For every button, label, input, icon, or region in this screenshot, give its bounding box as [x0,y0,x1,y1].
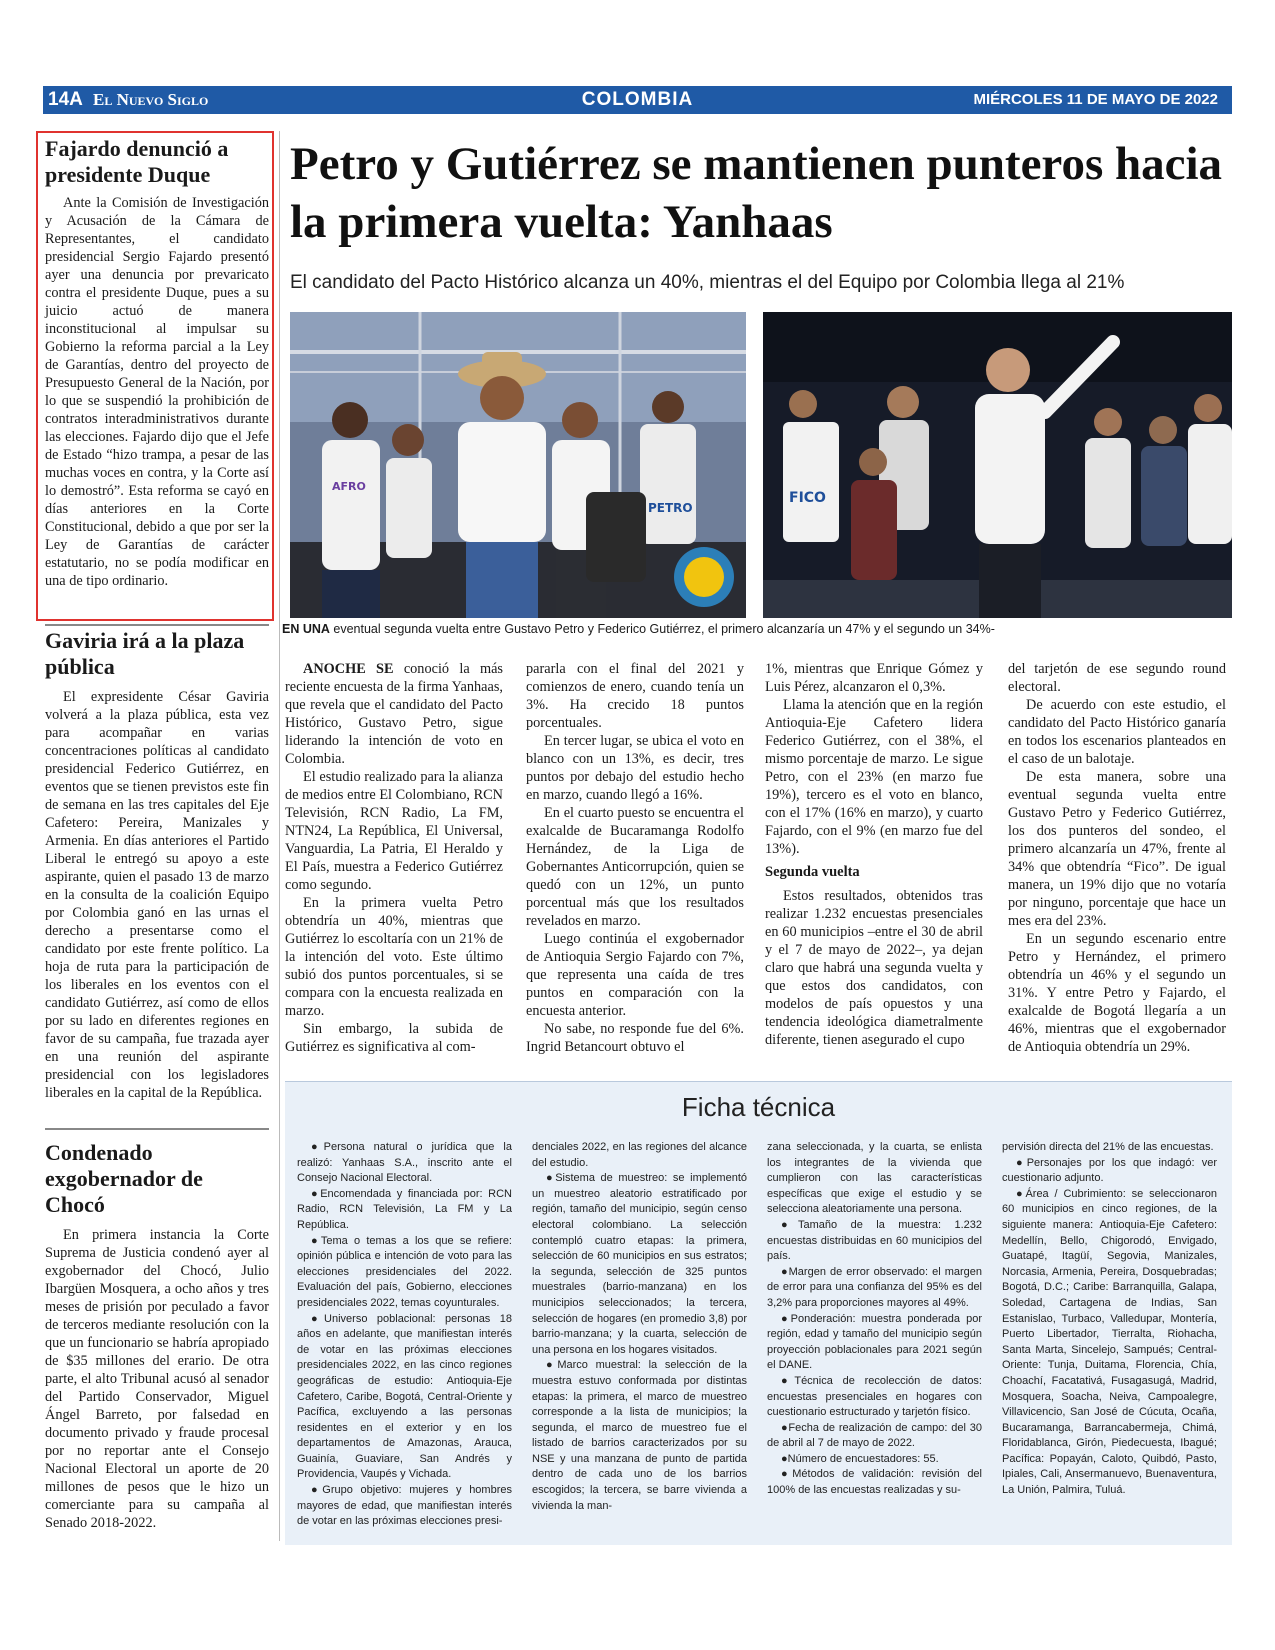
brief-gaviria [45,628,269,1102]
divider [45,1128,269,1130]
section-header-bar [43,86,1232,114]
photo-gutierrez-illustration [763,312,1232,618]
body-paragraph: pararla con el final del 2021 y comienzos de enero, cuando tenía un 3%. Ha crecido 18 puntos porcentuales. [526,661,744,731]
body-paragraph: del tarjetón de ese segundo round electoral. [1008,661,1226,695]
brief-choco [45,1140,269,1532]
ficha-title: Ficha técnica [681,1092,836,1122]
body-text: conoció la más reciente encuesta de la firma Yanhaas, que revela que el candidato del Pacto Histórico, Gustavo Petro, sigue liderando la intención de voto en Colombia. [285,661,503,767]
body-paragraph: En el cuarto puesto se encuentra el exalcalde de Bucaramanga Rodolfo Hernández, de la Liga de Gobernantes Anticorrupción, quien se quedó con un 12%, un punto porcentual más que los resultados revelados en marzo. [526,805,744,929]
main-headline: Petro y Gutiérrez se mantienen punteros hacia la primera vuelta: Yanhaas [290,138,1223,248]
body-paragraph: El estudio realizado para la alianza de medios entre El Colombiano, RCN Televisión, RCN Radio, La FM, NTN24, La República, El Universal, Vanguardia, La Patria, El Heraldo y El País, muestra a Federico Gutiérrez como segundo. [285,769,503,893]
subheadline: El candidato del Pacto Histórico alcanza un 40%, mientras el del Equipo por Colombia llega al 21% [290,272,1125,293]
ficha-column-2 [532,1140,747,1514]
brief-title: Gaviria irá a la plaza pública [45,628,245,679]
subheading: Segunda vuelta [765,864,860,880]
ficha-tecnica-box [285,1081,1232,1545]
divider [45,624,269,626]
ficha-item: denciales 2022, en las regiones del alcance del estudio. [532,1141,747,1169]
ficha-item: ●Grupo objetivo: mujeres y hombres mayores de edad, que manifiestan interés de votar en las próximas elecciones presi- [297,1484,512,1528]
ficha-item: ●Tamaño de la muestra: 1.232 encuestas distribuidas en 60 municipios del país. [767,1218,982,1263]
ficha-column-4 [1002,1140,1217,1499]
brief-body: En primera instancia la Corte Suprema de Justicia condenó ayer al exgobernador del Chocó, Julio Ibargüen Mosquera, a ocho años y tres meses de prisión por peculado a favor de terceros mediante resolución con la que un funcionario se habría apropiado de $35 millones del erario. De otra parte, el alto Tribunal acusó al senador del Partido Conservador, Miguel Ángel Barreto, por falsedad en documento privado y fraude procesal por no reportar ante el Consejo Nacional Electoral un aporte de 20 millones de pesos que le hizo un comerciante para su campaña al Senado 2018-2022. [45,1227,269,1531]
page-number: 14A [48,89,83,110]
ficha-item: ●Margen de error observado: el margen de error para una confianza del 95% es del 3,2% para proporciones mayores al 49%. [767,1265,982,1309]
body-paragraph: Llama la atención que en la región Antioquia-Eje Cafetero lidera Federico Gutiérrez, con el 38%, el mismo porcentaje de marzo. Le sigue Petro, con el 23% (en marzo fue 19%), tercero es el voto en blanco, con el 17% (16% en marzo), y cuarto Fajardo, con el 9% (en marzo fue del 13%). [765,697,983,857]
sign-text: PETRO [648,501,693,515]
brief-body: El expresidente César Gaviria volverá a la plaza pública, esta vez para acompañar en varias concentraciones políticas al candidato presidencial Federico Gutiérrez, en eventos que se tienen previstos este fin de semana en las tres capitales del Eje Cafetero: Pereira, Manizales y Armenia. En días anteriores el Partido Liberal le entregó su apoyo a este aspirante, quien el pasado 13 de marzo en la consulta de la coalición Equipo por Colombia ganó en las urnas el derecho a presentarse como el candidato por este frente político. La hoja de ruta para la participación de los liberales en los eventos con el candidato Gutiérrez, así como de ellos por su lado en diferentes regiones en favor de su campaña, fue trazada ayer en una reunión del aspirante presidencial con los legisladores liberales en la capital de la República. [45,689,269,1101]
body-paragraph: En tercer lugar, se ubica el voto en blanco con un 13%, es decir, tres puntos por debajo del estudio hecho en marzo, cuando llegó a 16%. [526,733,744,803]
ficha-item: ●Métodos de validación: revisión del 100% de las encuestas realizadas y su- [767,1468,982,1497]
body-column-3 [765,660,983,1049]
body-column-1 [285,660,503,1056]
body-paragraph: En la primera vuelta Petro obtendría un 40%, mientras que Gutiérrez lo escoltaría con un 21% de la intención del voto. Este último subió dos puntos porcentuales, si se compara con la encuesta realizada en marzo. [285,895,503,1019]
sign-text: AFRO [332,480,366,493]
body-paragraph: No sabe, no responde fue del 6%. Ingrid Betancourt obtuvo el [526,1021,744,1055]
body-lead: ANOCHE SE [303,661,394,677]
body-paragraph: Luego continúa el exgobernador de Antioquia Sergio Fajardo con 7%, que representa una caída de tres puntos en comparación con la encuesta anterior. [526,931,744,1019]
body-column-2 [526,660,744,1056]
caption-lead: EN UNA [282,622,330,636]
photo-caption [282,622,1234,636]
ficha-column-1 [297,1140,512,1530]
ficha-item: ●Técnica de recolección de datos: encuestas presenciales en hogares con cuestionario estructurado y tarjetón físico. [767,1374,982,1419]
body-paragraph: 1%, mientras que Enrique Gómez y Luis Pérez, alcanzaron el 0,3%. [765,661,983,695]
photo-gutierrez-rally [763,312,1232,618]
column-divider [279,131,280,1541]
photo-petro-illustration [290,312,746,618]
ficha-item: ●Universo poblacional: personas 18 años en adelante, que manifiestan interés de votar en las próximas elecciones presidenciales 2022, en las cinco regiones geográficas de estudio: Antioquia-Eje Cafetero, Caribe, Bogotá, Central-Oriente y Pacífica, excluyendo a las personas residentes en el exterior y en los departamentos de Amazonas, Arauca, Guainía, Guaviare, San Andrés y Providencia, Vaupés y Vichada. [297,1312,512,1481]
ficha-item: ●Sistema de muestreo: se implementó un muestreo aleatorio estratificado por región, tamaño del municipio, según censo electoral colombiano. La selección contempló cuatro etapas: la primera, selección de 60 municipios en sus estratos; la segunda, selección de 325 puntos muestrales (barrio-manzana) en los municipios seleccionados; la tercera, selección de hogares (en promedio 3,8) por barrio-manzana; y la cuarta, selección de una persona en los hogares visitados. [532,1172,747,1356]
ficha-item: ●Fecha de realización de campo: del 30 de abril al 7 de mayo de 2022. [767,1421,982,1450]
sign-text: FICO [789,490,826,506]
body-paragraph: En un segundo escenario entre Petro y Hernández, el primero obtendría un 46% y el segundo un 31%. Y entre Petro y Fajardo, el exalcalde de Bogotá llegaría a un 46%, mientras que el exgobernador de Antioquia obtendría un 29%. [1008,931,1226,1055]
ficha-item: pervisión directa del 21% de las encuestas. [1002,1141,1214,1153]
body-column-4 [1008,660,1226,1056]
brief-fajardo [45,136,269,590]
photo-petro-rally [290,312,746,618]
caption-text: eventual segunda vuelta entre Gustavo Petro y Federico Gutiérrez, el primero alcanzaría un 47% y el segundo un 34%- [329,622,995,636]
issue-date: MIÉRCOLES 11 DE MAYO DE 2022 [973,91,1218,108]
section-name: COLOMBIA [581,89,694,110]
brief-title: Fajardo denunció a presidente Duque [45,136,229,187]
body-paragraph: De esta manera, sobre una eventual segunda vuelta entre Gustavo Petro y Federico Gutiérrez, los dos punteros del sondeo, el primero alcanzaría un 47%, frente al 34% que obtendría “Fico”. De igual manera, un 19% dijo que no votaría por ninguno, porcentaje que hace un mes era del 23%. [1008,769,1226,929]
ficha-item: zana seleccionada, y la cuarta, se enlista los integrantes de la vivienda que cumplieron con las características específicas que exige el estudio y se selecciona aleatoriamente una persona. [767,1141,982,1216]
ficha-item: ●Persona natural o jurídica que la realizó: Yanhaas S.A., inscrito ante el Consejo Nacional Electoral. [297,1141,512,1185]
ficha-column-3 [767,1140,982,1499]
ficha-item: ●Número de encuestadores: 55. [781,1452,939,1465]
brief-body: Ante la Comisión de Investigación y Acusación de la Cámara de Representantes, el candidato presidencial Sergio Fajardo presentó ayer una denuncia por prevaricato contra el presidente Duque, pues a su juicio actuó de manera inconstitucional al impulsar su Gobierno la reforma parcial a la Ley de Garantías, dentro del proyecto de Presupuesto General de la Nación, por lo que se suspendió la prohibición de contratos interadministrativos durante las elecciones. Fajardo dijo que el Jefe de Estado “hizo trampa, a pesar de las muchas voces en contra, y la Corte así lo demostró”. Esta reforma se cayó en días anteriores en la Corte Constitucional, debido a que por ser la Ley de Garantías de carácter estatutario, no se podía modificar en una de tipo ordinario. [45,195,269,589]
publication-name: El Nuevo Siglo [93,90,209,109]
body-paragraph: Sin embargo, la subida de Gutiérrez es significativa al com- [285,1021,503,1055]
body-paragraph: De acuerdo con este estudio, el candidato del Pacto Histórico ganaría en todos los escenarios planteados en el caso de un balotaje. [1008,697,1226,767]
body-paragraph: Estos resultados, obtenidos tras realizar 1.232 encuestas presenciales en 60 municipios –entre el 30 de abril y el 7 de mayo de 2022–, ya dejan claro que habrá una segunda vuelta y que estos dos candidatos, con modelos de país opuestos y una tendencia ideológica diametralmente diferente, tienen asegurado el cupo [765,888,983,1048]
ficha-item: ●Ponderación: muestra ponderada por región, edad y tamaño del municipio según proyección poblacionales para 2021 según el DANE. [767,1312,982,1372]
ficha-item: ●Personajes por los que indagó: ver cuestionario adjunto. [1002,1156,1217,1185]
ficha-item: ●Marco muestral: la selección de la muestra estuvo conformada por distintas etapas: la primera, el marco de muestreo corresponde a la lista de municipios; la segunda, el marco de muestreo fue el listado de barrios caracterizados por su NSE y una manzana de punto de partida dentro de cada uno de los barrios escogidos; la tercera, se barre vivienda a vivienda la man- [532,1359,747,1512]
ficha-item: ●Encomendada y financiada por: RCN Radio, RCN Televisión, La FM y La República. [297,1187,512,1231]
body-paragraph [285,660,503,768]
brief-title: Condenado exgobernador de Chocó [45,1140,203,1217]
ficha-item: ●Tema o temas a los que se refiere: opinión pública e intención de voto para las elecciones presidenciales del 2022. Evaluación del país, Gobierno, elecciones presidenciales 2022, temas coyunturales. [297,1234,512,1309]
ficha-item: ●Área / Cubrimiento: se seleccionaron 60 municipios en cinco regiones, de la siguiente manera: Antioquia-Eje Cafetero: Medellín, Bello, Chigorodó, Envigado, Guatapé, Itagüí, Segovia, Manizales, Norcasia, Armenia, Pereira, Dosquebradas; Bogotá, D.C.; Caribe: Barranquilla, Galapa, Soledad, Cartagena de Indias, San Estanislao, Turbaco, Valledupar, Montería, Puerto Libertador, Tierralta, Riohacha, Santa Marta, Sincelejo, Sampués; Central-Oriente: Tunja, Duitama, Florencia, Chía, Choachí, Facatativá, Fusagasugá, Madrid, Mosquera, Soacha, Neiva, Campoalegre, Villavicencio, San José de Cúcuta, Ocaña, Bucaramanga, Barrancabermeja, Chimá, Floridablanca, Girón, Piedecuesta, Ibagué; Pacífica: Popayán, Caloto, Quibdó, Pasto, Ipiales, Cali, Ansermanuevo, Buenaventura, La Unión, Palmira, Tuluá. [1002,1187,1217,1497]
